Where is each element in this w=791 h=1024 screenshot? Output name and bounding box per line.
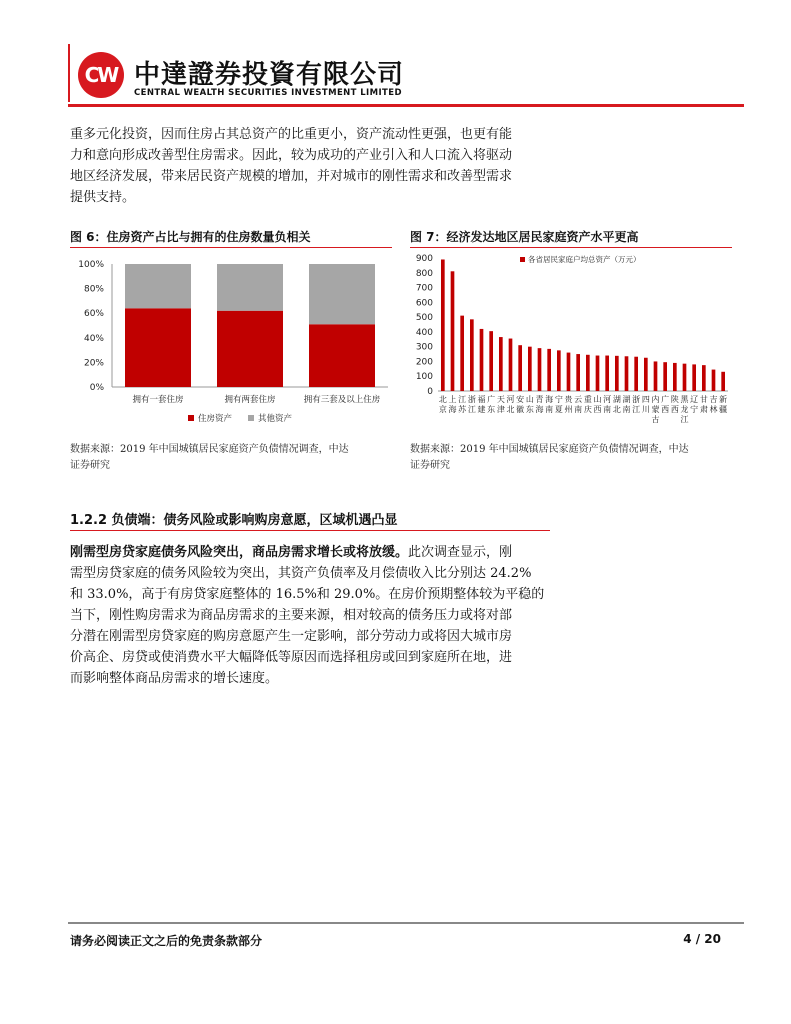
header-rule — [68, 104, 744, 107]
y-tick-label: 60% — [83, 309, 104, 320]
x-category-label: 京 — [438, 405, 447, 414]
bar-province-asset — [634, 357, 638, 391]
bar-province-asset — [712, 370, 716, 391]
x-category-label: 浙 — [632, 395, 641, 404]
paragraph-line: 而影响整体商品房需求的增长速度。 — [70, 671, 279, 686]
figure6-source-line: 证券研究 — [70, 460, 110, 471]
x-category-label: 南 — [574, 405, 583, 414]
intro-line: 力和意向形成改善型住房需求。因此，较为成功的产业引入和人口流入将驱动 — [70, 148, 513, 163]
bar-province-asset — [557, 350, 561, 391]
x-category-label: 东 — [525, 405, 534, 414]
bar-province-asset — [451, 271, 455, 391]
figure7-chart — [406, 250, 736, 435]
figure6-chart — [70, 252, 395, 432]
bar-province-asset — [489, 331, 493, 391]
bar-housing-asset — [217, 311, 283, 387]
x-category-label: 天 — [496, 395, 505, 404]
x-category-label: 川 — [641, 405, 650, 414]
y-tick-label: 40% — [83, 333, 104, 344]
x-category-label: 西 — [593, 405, 602, 414]
bar-other-asset — [217, 264, 283, 311]
bar-province-asset — [692, 364, 696, 391]
x-category-label: 浙 — [467, 395, 476, 404]
bar-province-asset — [702, 365, 706, 391]
page-number: 4 / 20 — [683, 932, 721, 946]
y-tick-label: 700 — [415, 283, 433, 294]
bar-province-asset — [605, 356, 609, 391]
x-category-label: 青 — [535, 395, 544, 404]
lead-sentence: 刚需型房贷家庭债务风险突出，商品房需求增长或将放缓。 — [70, 545, 409, 560]
bar-province-asset — [547, 349, 551, 391]
x-category-label: 西 — [670, 405, 679, 414]
x-category-label: 江 — [632, 405, 641, 414]
x-category-label: 拥有两套住房 — [224, 395, 276, 405]
x-category-label: 西 — [661, 405, 670, 414]
y-tick-label: 0% — [89, 383, 104, 393]
x-category-label: 吉 — [709, 395, 718, 404]
bar-province-asset — [721, 372, 725, 391]
y-tick-label: 900 — [415, 254, 433, 264]
paragraph-line: 当下，刚性购房需求为商品房需求的主要来源，相对较高的债务压力或将对部 — [70, 608, 513, 623]
bar-province-asset — [644, 358, 648, 391]
company-logo — [78, 52, 124, 98]
paragraph-line: 分潜在刚需型房贷家庭的购房意愿产生一定影响，部分劳动力或将因大城市房 — [70, 629, 513, 644]
intro-line: 重多元化投资，因而住房占其总资产的比重更小，资产流动性更强，也更有能 — [70, 127, 513, 142]
bar-province-asset — [596, 356, 600, 391]
intro-paragraph — [70, 124, 550, 208]
y-tick-label: 600 — [415, 298, 433, 309]
x-category-label: 蒙 — [651, 405, 660, 414]
x-category-label: 拥有一套住房 — [132, 395, 184, 405]
x-category-label: 甘 — [699, 395, 708, 404]
x-category-label: 北 — [612, 405, 621, 414]
bar-province-asset — [673, 363, 677, 391]
bar-province-asset — [518, 345, 522, 391]
x-category-label: 贵 — [564, 395, 573, 404]
x-category-label: 江 — [458, 395, 467, 404]
bar-housing-asset — [309, 324, 375, 387]
bar-province-asset — [509, 339, 513, 391]
paragraph-line: 价高企、房贷或使消费水平大幅降低等原因而选择租房或回到家庭所在地，进 — [70, 650, 513, 665]
x-category-label: 夏 — [554, 405, 563, 414]
bar-province-asset — [470, 319, 474, 391]
x-category-label: 广 — [487, 395, 496, 404]
bar-province-asset — [480, 329, 484, 391]
x-category-label: 河 — [603, 395, 612, 404]
x-category-label: 福 — [477, 395, 486, 404]
figure6-source-line: 数据来源：2019 年中国城镇居民家庭资产负债情况调查，中达 — [70, 444, 349, 455]
x-category-label: 湖 — [612, 395, 621, 404]
y-tick-label: 20% — [83, 358, 104, 369]
figure7-rule — [410, 247, 732, 248]
bar-province-asset — [499, 337, 503, 391]
x-category-label: 重 — [583, 395, 592, 404]
x-category-label: 疆 — [719, 405, 728, 414]
legend-label: 住房资产 — [198, 414, 233, 424]
x-category-label: 宁 — [554, 395, 563, 404]
header-accent-line — [68, 44, 70, 102]
x-category-label: 龙 — [680, 405, 689, 414]
x-category-label: 北 — [438, 395, 447, 404]
figure6-title: 图 6：住房资产占比与拥有的住房数量负相关 — [70, 230, 311, 244]
y-tick-label: 800 — [415, 268, 433, 279]
x-category-label: 津 — [496, 405, 505, 414]
bar-province-asset — [441, 259, 445, 391]
figure7-title: 图 7：经济发达地区居民家庭资产水平更高 — [410, 230, 639, 244]
section-heading: 1.2.2 负债端：债务风险或影响购房意愿，区域机遇凸显 — [70, 513, 398, 528]
y-tick-label: 500 — [415, 313, 433, 324]
x-category-label: 黑 — [680, 395, 689, 404]
bar-province-asset — [663, 362, 667, 391]
x-category-label: 江 — [680, 415, 689, 424]
figure7-source-line: 数据来源：2019 年中国城镇居民家庭资产负债情况调查，中达 — [410, 444, 689, 455]
x-category-label: 州 — [564, 405, 573, 414]
bar-other-asset — [125, 264, 191, 308]
bar-province-asset — [576, 354, 580, 391]
company-name-cn: 中達證券投資有限公司 — [134, 60, 405, 90]
x-category-label: 南 — [622, 405, 631, 414]
y-tick-label: 200 — [415, 357, 433, 368]
y-tick-label: 100 — [415, 372, 433, 383]
footer-disclaimer: 请务必阅读正文之后的免责条款部分 — [70, 934, 263, 948]
x-category-label: 海 — [448, 405, 457, 414]
intro-line: 提供支持。 — [70, 190, 136, 205]
legend-swatch — [248, 415, 254, 421]
bar-province-asset — [567, 353, 571, 391]
legend-label: 其他资产 — [258, 414, 293, 424]
x-category-label: 东 — [487, 405, 496, 414]
bar-province-asset — [460, 316, 464, 391]
x-category-label: 河 — [506, 395, 515, 404]
x-category-label: 安 — [516, 395, 525, 404]
x-category-label: 北 — [506, 405, 515, 414]
legend-label: 各省居民家庭户均总资产（万元） — [528, 255, 641, 264]
x-category-label: 建 — [477, 405, 486, 414]
paragraph-line: 需型房贷家庭的债务风险较为突出，其资产负债率及月偿债收入比分别达 24.2% — [70, 566, 532, 581]
y-tick-label: 100% — [78, 260, 104, 270]
x-category-label: 上 — [448, 395, 457, 404]
x-category-label: 肃 — [699, 405, 708, 414]
x-category-label: 徽 — [516, 405, 525, 414]
paragraph-text: 此次调查显示，刚 — [408, 545, 513, 560]
y-tick-label: 400 — [415, 327, 433, 338]
bar-other-asset — [309, 264, 375, 324]
x-category-label: 山 — [525, 395, 534, 404]
bar-province-asset — [683, 364, 687, 391]
x-category-label: 云 — [574, 395, 583, 404]
x-category-label: 内 — [651, 395, 660, 404]
figure6-rule — [70, 247, 392, 248]
x-category-label: 四 — [641, 395, 650, 404]
company-name-en: CENTRAL WEALTH SECURITIES INVESTMENT LIMITED — [134, 88, 402, 98]
legend-swatch — [188, 415, 194, 421]
bar-province-asset — [625, 356, 629, 391]
x-category-label: 南 — [545, 405, 554, 414]
x-category-label: 古 — [651, 415, 660, 424]
figure7-source-line: 证券研究 — [410, 460, 450, 471]
x-category-label: 江 — [467, 405, 476, 414]
x-category-label: 陕 — [670, 395, 679, 404]
x-category-label: 苏 — [458, 405, 467, 414]
bar-province-asset — [615, 356, 619, 391]
x-category-label: 广 — [661, 395, 670, 404]
intro-line: 地区经济发展，带来居民资产规模的增加，并对城市的刚性需求和改善型需求 — [70, 169, 513, 184]
x-category-label: 新 — [719, 395, 728, 404]
y-tick-label: 80% — [83, 284, 104, 295]
x-category-label: 庆 — [583, 405, 592, 414]
x-category-label: 辽 — [690, 395, 699, 404]
legend-swatch — [520, 257, 525, 262]
x-category-label: 林 — [709, 405, 718, 414]
bar-province-asset — [528, 347, 532, 391]
figure7-source — [410, 442, 689, 474]
x-category-label: 海 — [535, 405, 544, 414]
x-category-label: 湖 — [622, 395, 631, 404]
x-category-label: 山 — [593, 395, 602, 404]
y-tick-label: 300 — [415, 342, 433, 353]
x-category-label: 拥有三套及以上住房 — [303, 395, 381, 405]
bar-province-asset — [538, 348, 542, 391]
y-tick-label: 0 — [427, 387, 433, 397]
bar-province-asset — [586, 355, 590, 391]
x-category-label: 宁 — [690, 405, 699, 414]
section-rule — [70, 530, 550, 531]
bar-housing-asset — [125, 308, 191, 387]
x-category-label: 南 — [603, 405, 612, 414]
figure6-source — [70, 442, 349, 474]
bar-province-asset — [654, 361, 658, 391]
x-category-label: 海 — [545, 395, 554, 404]
section-paragraph — [70, 542, 560, 689]
logo-text: CW — [84, 63, 118, 87]
footer-rule — [68, 922, 744, 924]
paragraph-line — [70, 542, 560, 563]
paragraph-line: 和 33.0%，高于有房贷家庭整体的 16.5%和 29.0%。在房价预期整体较为平稳的 — [70, 587, 545, 602]
